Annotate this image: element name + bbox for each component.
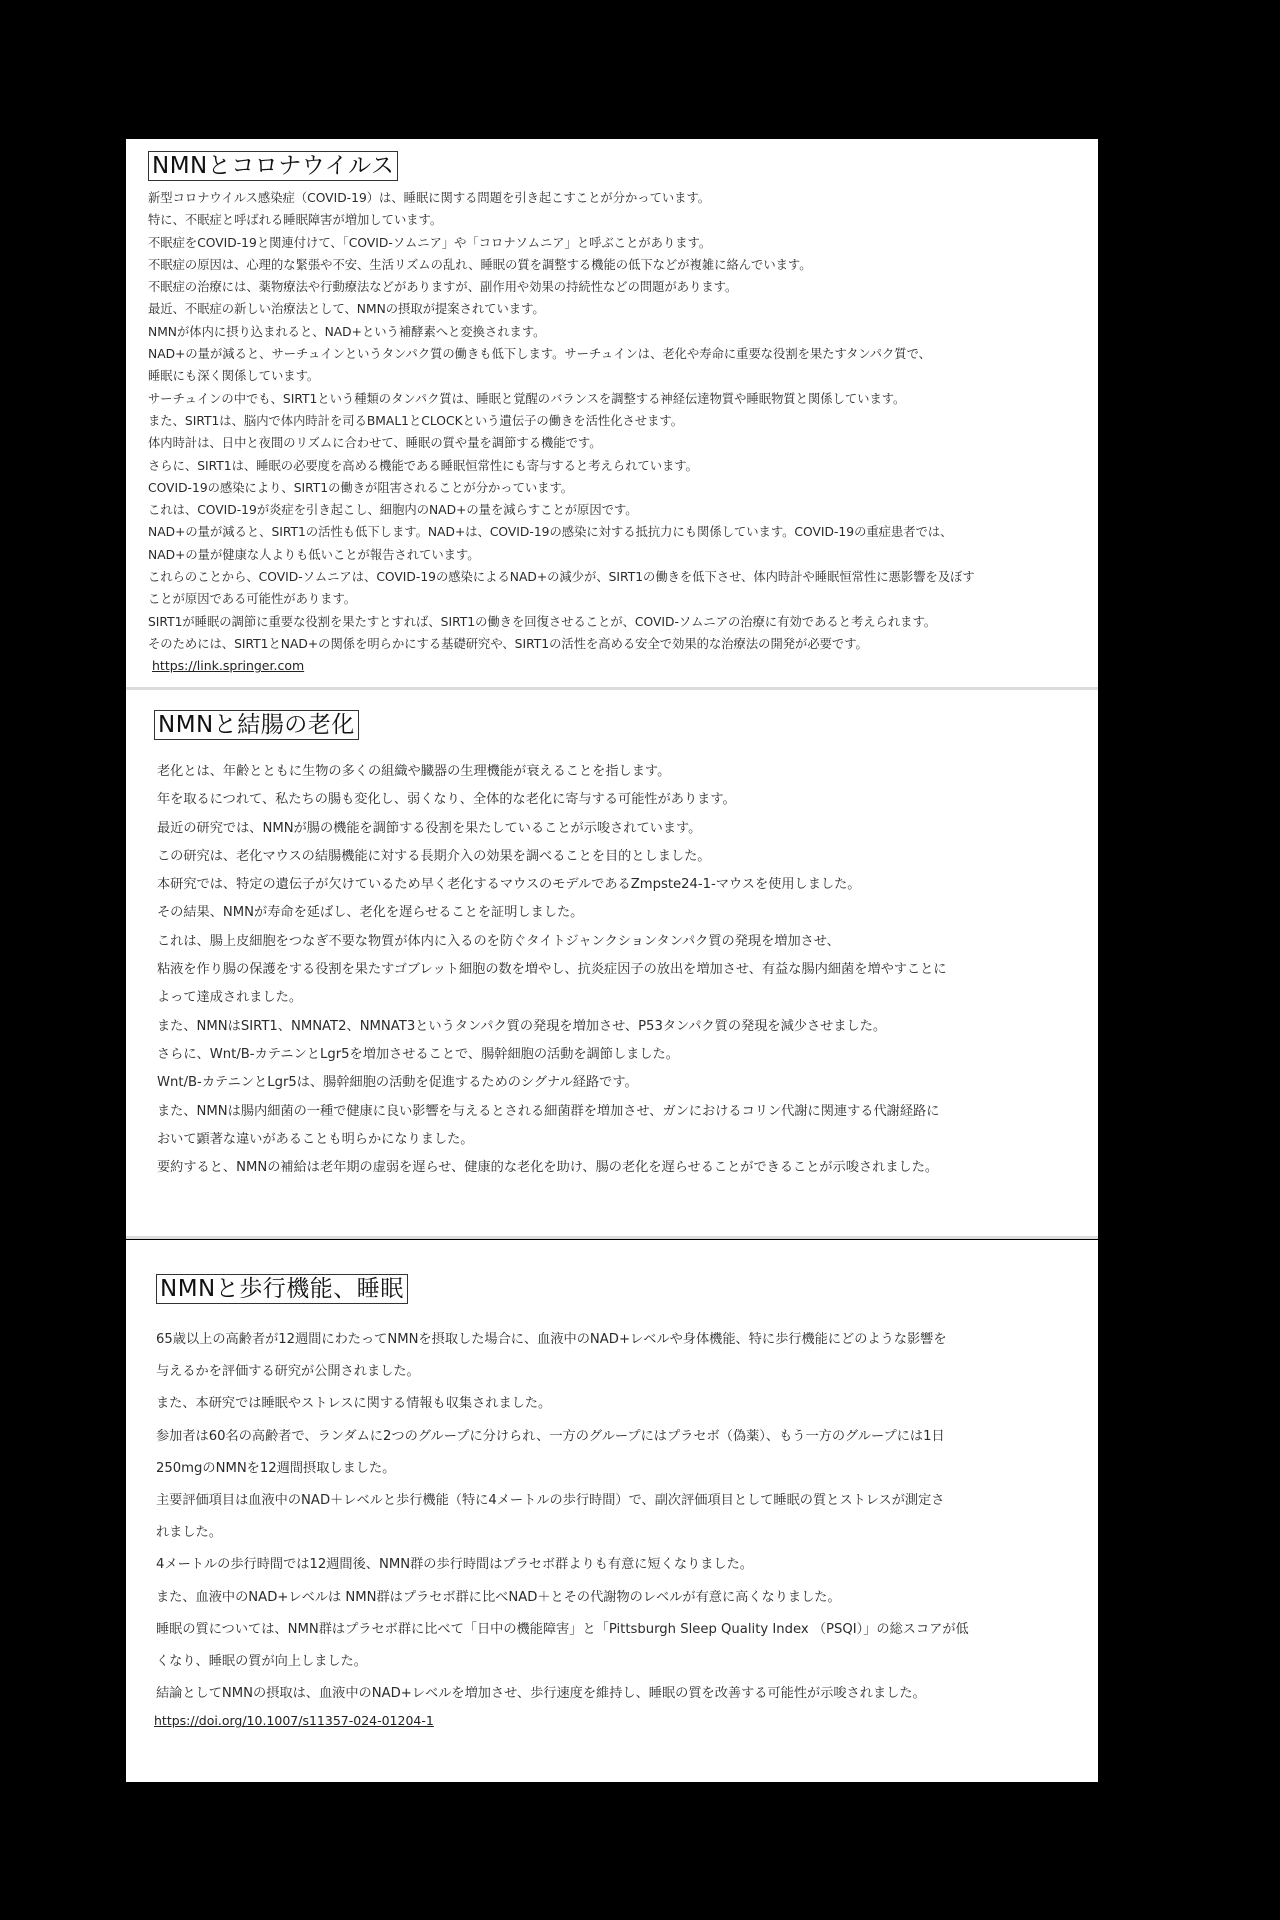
section-body [148, 187, 1078, 655]
text-line: れました。 [156, 1525, 222, 1541]
text-line: 65歳以上の高齢者が12週間にわたってNMNを摂取した場合に、血液中のNAD+レベルや身体機能、特に歩行機能にどのような影響を [156, 1332, 947, 1347]
text-line: これは、腸上皮細胞をつなぎ不要な物質が体内に入るのを防ぐタイトジャンクションタンパク質の発現を増加させ、 [157, 933, 840, 949]
text-line: 新型コロナウイルス感染症（COVID-19）は、睡眠に関する問題を引き起こすことが分かっています。 [148, 191, 711, 205]
text-line: 与えるかを評価する研究が公開されました。 [156, 1364, 420, 1380]
text-line: また、血液中のNAD+レベルは NMN群はプラセボ群に比べNAD＋とその代謝物のレベルが有意に高くなりました。 [156, 1589, 841, 1605]
text-line: また、NMNはSIRT1、NMNAT2、NMNAT3というタンパク質の発現を増加させ、P53タンパク質の発現を減少させました。 [157, 1018, 887, 1034]
text-line: SIRT1が睡眠の調節に重要な役割を果たすとすれば、SIRT1の働きを回復させることが、COVID-ソムニアの治療に有効であると考えられます。 [148, 614, 937, 629]
text-line: また、SIRT1は、脳内で体内時計を司るBMAL1とCLOCKという遺伝子の働きを活性化させます。 [148, 413, 683, 428]
text-line: また、NMNは腸内細菌の一種で健康に良い影響を与えるとされる細菌群を増加させ、ガンにおけるコリン代謝に関連する代謝経路に [157, 1103, 940, 1119]
text-line: 睡眠にも深く関係しています。 [148, 369, 320, 384]
text-line: サーチュインの中でも、SIRT1という種類のタンパク質は、睡眠と覚醒のバランスを調整する神経伝達物質や睡眠物質と関係しています。 [148, 391, 906, 406]
text-line: NMNが体内に摂り込まれると、NAD+という補酵素へと変換されます。 [148, 324, 546, 339]
source-link[interactable]: https://link.springer.com [152, 658, 305, 674]
text-line: 睡眠の質については、NMN群はプラセボ群に比べて「日中の機能障害」と「Pittsburgh Sleep Quality Index （PSQI）」の総スコアが低 [156, 1621, 969, 1637]
text-line: ことが原因である可能性があります。 [148, 592, 357, 607]
text-line: 不眠症をCOVID-19と関連付けて、「COVID-ソムニア」や「コロナソムニア」と呼ぶことがあります。 [148, 235, 712, 250]
section-divider [126, 1236, 1098, 1239]
text-line: これは、COVID-19が炎症を引き起こし、細胞内のNAD+の量を減らすことが原因です。 [148, 503, 638, 518]
text-line: 250mgのNMNを12週間摂取しました。 [156, 1460, 396, 1476]
section-title: NMNと結腸の老化 [154, 710, 359, 740]
text-line: 老化とは、年齢とともに生物の多くの組織や臓器の生理機能が衰えることを指します。 [157, 764, 671, 779]
section-title: NMNとコロナウイルス [148, 151, 398, 181]
text-line: 不眠症の治療には、薬物療法や行動療法などがありますが、副作用や効果の持続性などの問題があります。 [148, 280, 738, 295]
text-line: おいて顕著な違いがあることも明らかになりました。 [157, 1131, 474, 1147]
source-link[interactable]: https://doi.org/10.1007/s11357-024-01204-1 [154, 1713, 434, 1729]
text-line: Wnt/B-カテニンとLgr5は、腸幹細胞の活動を促進するためのシグナル経路です。 [157, 1075, 638, 1091]
text-line: 特に、不眠症と呼ばれる睡眠障害が増加しています。 [148, 213, 443, 228]
text-line: 結論としてNMNの摂取は、血液中のNAD+レベルを増加させ、歩行速度を維持し、睡眠の質を改善する可能性が示唆されました。 [156, 1686, 926, 1702]
text-line: さらに、SIRT1は、睡眠の必要度を高める機能である睡眠恒常性にも寄与すると考えられています。 [148, 458, 698, 473]
text-line: 年を取るにつれて、私たちの腸も変化し、弱くなり、全体的な老化に寄与する可能性があります。 [157, 792, 736, 808]
text-line: この研究は、老化マウスの結腸機能に対する長期介入の効果を調べることを目的としました。 [157, 848, 711, 864]
text-line: その結果、NMNが寿命を延ばし、老化を遅らせることを証明しました。 [157, 905, 584, 921]
text-line: くなり、睡眠の質が向上しました。 [156, 1654, 367, 1670]
text-line: NAD+の量が減ると、SIRT1の活性も低下します。NAD+は、COVID-19の感染に対する抵抗力にも関係しています。COVID-19の重症患者では、 [148, 525, 953, 540]
text-line: NAD+の量が健康な人よりも低いことが報告されています。 [148, 547, 480, 562]
text-line: また、本研究では睡眠やストレスに関する情報も収集されました。 [156, 1396, 552, 1412]
section-body [154, 758, 1078, 1182]
text-line: COVID-19の感染により、SIRT1の働きが阻害されることが分かっています。 [148, 480, 574, 495]
text-line: NAD+の量が減ると、サーチュインというタンパク質の働きも低下します。サーチュインは、老化や寿命に重要な役割を果たすタンパク質で、 [148, 347, 931, 362]
text-line: 最近の研究では、NMNが腸の機能を調節する役割を果たしていることが示唆されています。 [157, 820, 702, 836]
text-line: そのためには、SIRT1とNAD+の関係を明らかにする基礎研究や、SIRT1の活性を高める安全で効果的な治療法の開発が必要です。 [148, 636, 868, 651]
text-line: 主要評価項目は血液中のNAD＋レベルと歩行機能（特に4メートルの歩行時間）で、副次評価項目として睡眠の質とストレスが測定さ [156, 1493, 945, 1509]
section-covid [126, 139, 1098, 687]
text-line: 4メートルの歩行時間では12週間後、NMN群の歩行時間はプラセボ群よりも有意に短くなりました。 [156, 1557, 753, 1573]
section-title: NMNと歩行機能、睡眠 [156, 1274, 408, 1304]
text-line: これらのことから、COVID-ソムニアは、COVID-19の感染によるNAD+の減少が、SIRT1の働きを低下させ、体内時計や睡眠恒常性に悪影響を及ぼす [148, 570, 975, 585]
text-line: 最近、不眠症の新しい治療法として、NMNの摂取が提案されています。 [148, 302, 545, 317]
section-walking-sleep [126, 1240, 1098, 1782]
text-line: 本研究では、特定の遺伝子が欠けているため早く老化するマウスのモデルであるZmpste24-1-マウスを使用しました。 [157, 877, 861, 893]
text-line: 要約すると、NMNの補給は老年期の虚弱を遅らせ、健康的な老化を助け、腸の老化を遅らせることができることが示唆されました。 [157, 1160, 939, 1176]
text-line: 粘液を作り腸の保護をする役割を果たすゴブレット細胞の数を増やし、抗炎症因子の放出を増加させ、有益な腸内細菌を増やすことに [157, 962, 947, 978]
section-colon-aging [126, 690, 1098, 1236]
text-line: さらに、Wnt/B-カテニンとLgr5を増加させることで、腸幹細胞の活動を調節しました。 [157, 1046, 679, 1062]
text-line: 体内時計は、日中と夜間のリズムに合わせて、睡眠の質や量を調節する機能です。 [148, 436, 602, 451]
text-line: 参加者は60名の高齢者で、ランダムに2つのグループに分けられ、一方のグループにはプラセボ（偽薬）、もう一方のグループには1日 [156, 1428, 945, 1444]
section-body [156, 1324, 1078, 1710]
text-line: 不眠症の原因は、心理的な緊張や不安、生活リズムの乱れ、睡眠の質を調整する機能の低下などが複雑に絡んでいます。 [148, 257, 812, 272]
text-line: よって達成されました。 [157, 990, 303, 1006]
